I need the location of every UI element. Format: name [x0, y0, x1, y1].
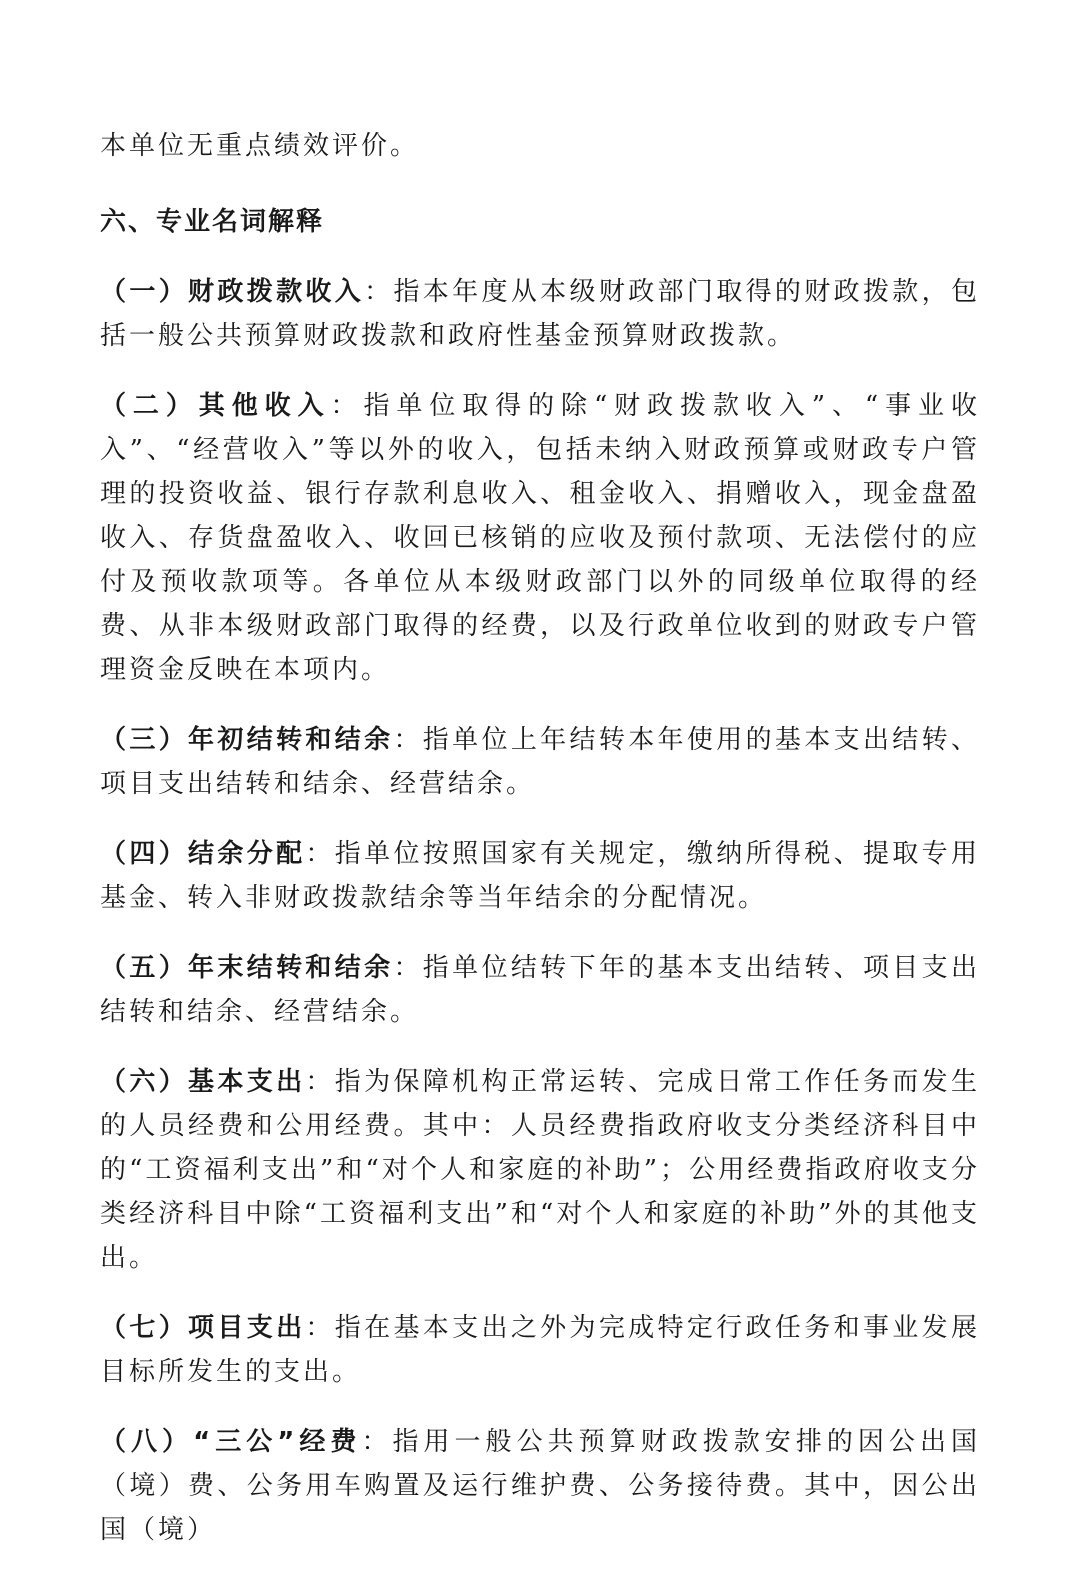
definition-item [100, 1306, 980, 1394]
definition-term: （二）其他收入 [100, 391, 331, 421]
definition-item [100, 718, 980, 806]
definition-item [100, 270, 980, 358]
definition-term: （一）财政拨款收入 [100, 277, 365, 307]
definition-text: ：指单位取得的除“财政拨款收入”、“事业收入”、“经营收入”等以外的收入，包括未纳入财政预算或财政专户管理的投资收益、银行存款利息收入、租金收入、捐赠收入，现金盘盈收入、存货盘盈收入、收回已核销的应收及预付款项、无法偿付的应付及预收款项等。各单位从本级财政部门以外的同级单位取得的经费、从非本级财政部门取得的经费，以及行政单位收到的财政专户管理资金反映在本项内。 [100, 391, 980, 685]
definition-text: ：指本年度从本级财政部门取得的财政拨款，包括一般公共预算财政拨款和政府性基金预算财政拨款。 [100, 277, 980, 351]
definitions-list [100, 270, 980, 1578]
definition-term: （三）年初结转和结余 [100, 725, 394, 755]
definition-term: （七）项目支出 [100, 1313, 306, 1343]
definition-item [100, 832, 980, 920]
definition-item [100, 384, 980, 692]
definition-text: ：指在基本支出之外为完成特定行政任务和事业发展目标所发生的支出。 [100, 1313, 980, 1387]
definition-term: （五）年末结转和结余 [100, 953, 394, 983]
definition-item [100, 1420, 980, 1552]
definition-term: （六）基本支出 [100, 1067, 306, 1097]
definition-term: （八）“三公”经费 [100, 1427, 362, 1457]
section-heading: 六、专业名词解释 [100, 207, 325, 237]
definition-text: ：指单位按照国家有关规定，缴纳所得税、提取专用基金、转入非财政拨款结余等当年结余的分配情况。 [100, 839, 980, 913]
definition-term: （四）结余分配 [100, 839, 306, 869]
definition-text: ：指为保障机构正常运转、完成日常工作任务而发生的人员经费和公用经费。其中：人员经费指政府收支分类经济科目中的“工资福利支出”和“对个人和家庭的补助”；公用经费指政府收支分类经济科目中除“工资福利支出”和“对个人和家庭的补助”外的其他支出。 [100, 1067, 980, 1273]
definition-item [100, 1060, 980, 1280]
intro-paragraph: 本单位无重点绩效评价。 [100, 131, 420, 161]
definition-text: ：指单位上年结转本年使用的基本支出结转、项目支出结转和结余、经营结余。 [100, 725, 980, 799]
definition-text: ：指用一般公共预算财政拨款安排的因公出国（境）费、公务用车购置及运行维护费、公务接待费。其中，因公出国（境） [100, 1427, 980, 1545]
definition-item [100, 946, 980, 1034]
definition-text: ：指单位结转下年的基本支出结转、项目支出结转和结余、经营结余。 [100, 953, 980, 1027]
